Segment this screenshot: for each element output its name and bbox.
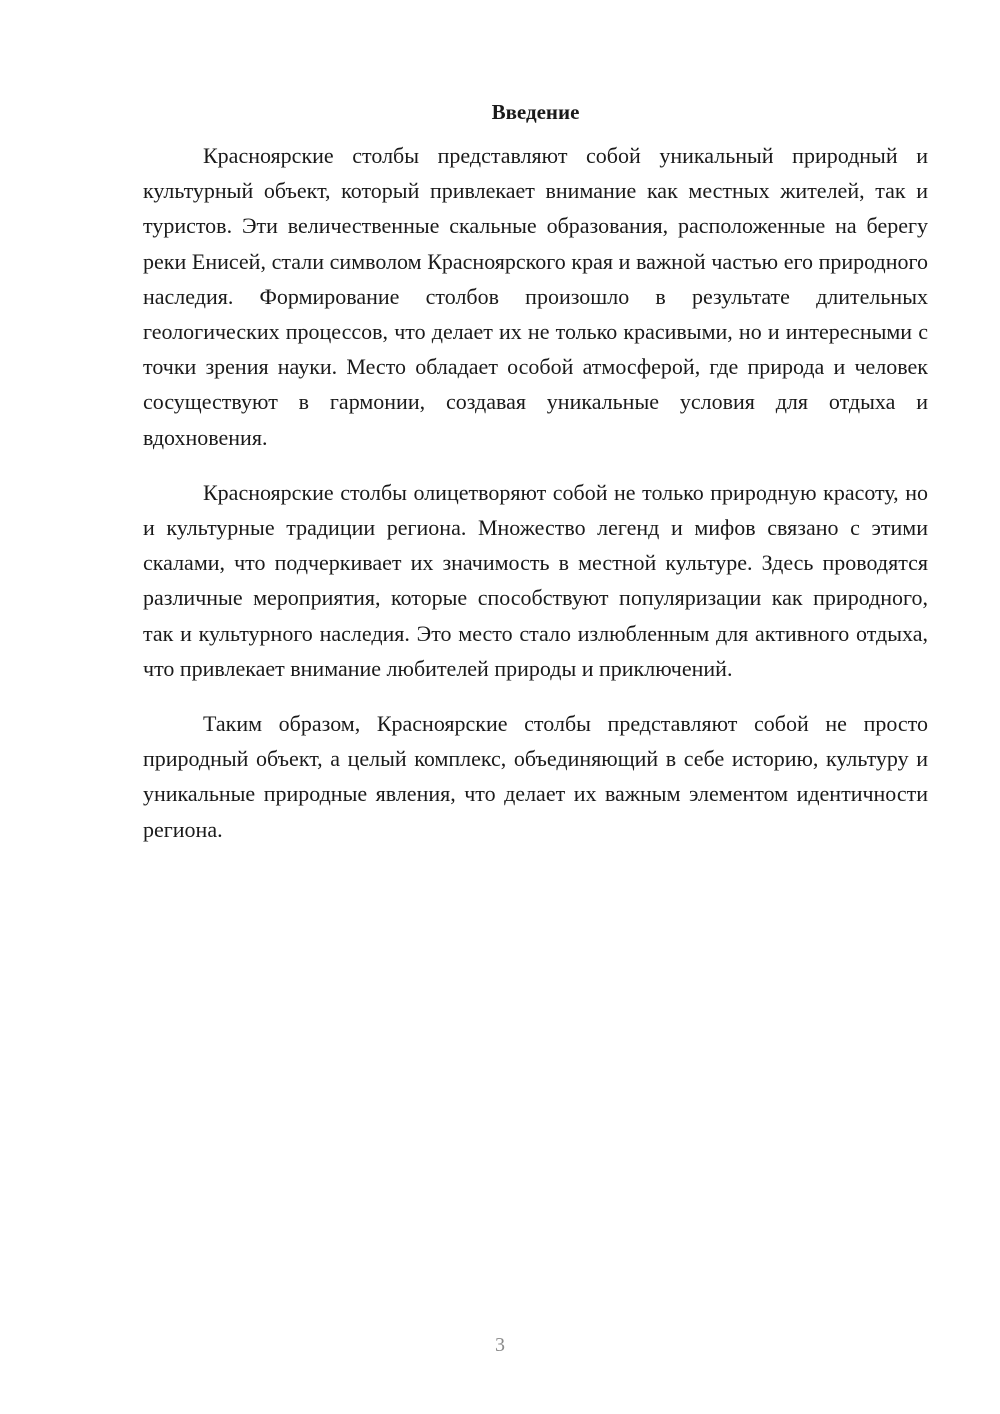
paragraph-1: Красноярские столбы представляют собой уникальный природный и культурный объект, который привлекает внимание как местных жителей, так и туристов. Эти величественные скальные образования, расположенные на берегу реки Енисей, стали символом Красноярского края и важной частью его природного наследия. Формирование столбов произошло в результате длительных геологических процессов, что делает их не только красивыми, но и интересными с точки зрения науки. Место обладает особой атмосферой, где природа и человек сосуществуют в гармонии, создавая уникальные условия для отдыха и вдохновения. [143, 143, 928, 450]
paragraph-3: Таким образом, Красноярские столбы представляют собой не просто природный объект, а целый комплекс, объединяющий в себе историю, культуру и уникальные природные явления, что делает их важным элементом идентичности региона. [143, 711, 928, 842]
page-number: 3 [495, 1334, 505, 1356]
page-content [143, 96, 928, 867]
section-title: Введение [491, 100, 580, 124]
paragraph-2: Красноярские столбы олицетворяют собой не только природную красоту, но и культурные традиции региона. Множество легенд и мифов связано с этими скалами, что подчеркивает их значимость в местной культуре. Здесь проводятся различные мероприятия, которые способствуют популяризации как природного, так и культурного наследия. Это место стало излюбленным для активного отдыха, что привлекает внимание любителей природы и приключений. [143, 479, 928, 681]
